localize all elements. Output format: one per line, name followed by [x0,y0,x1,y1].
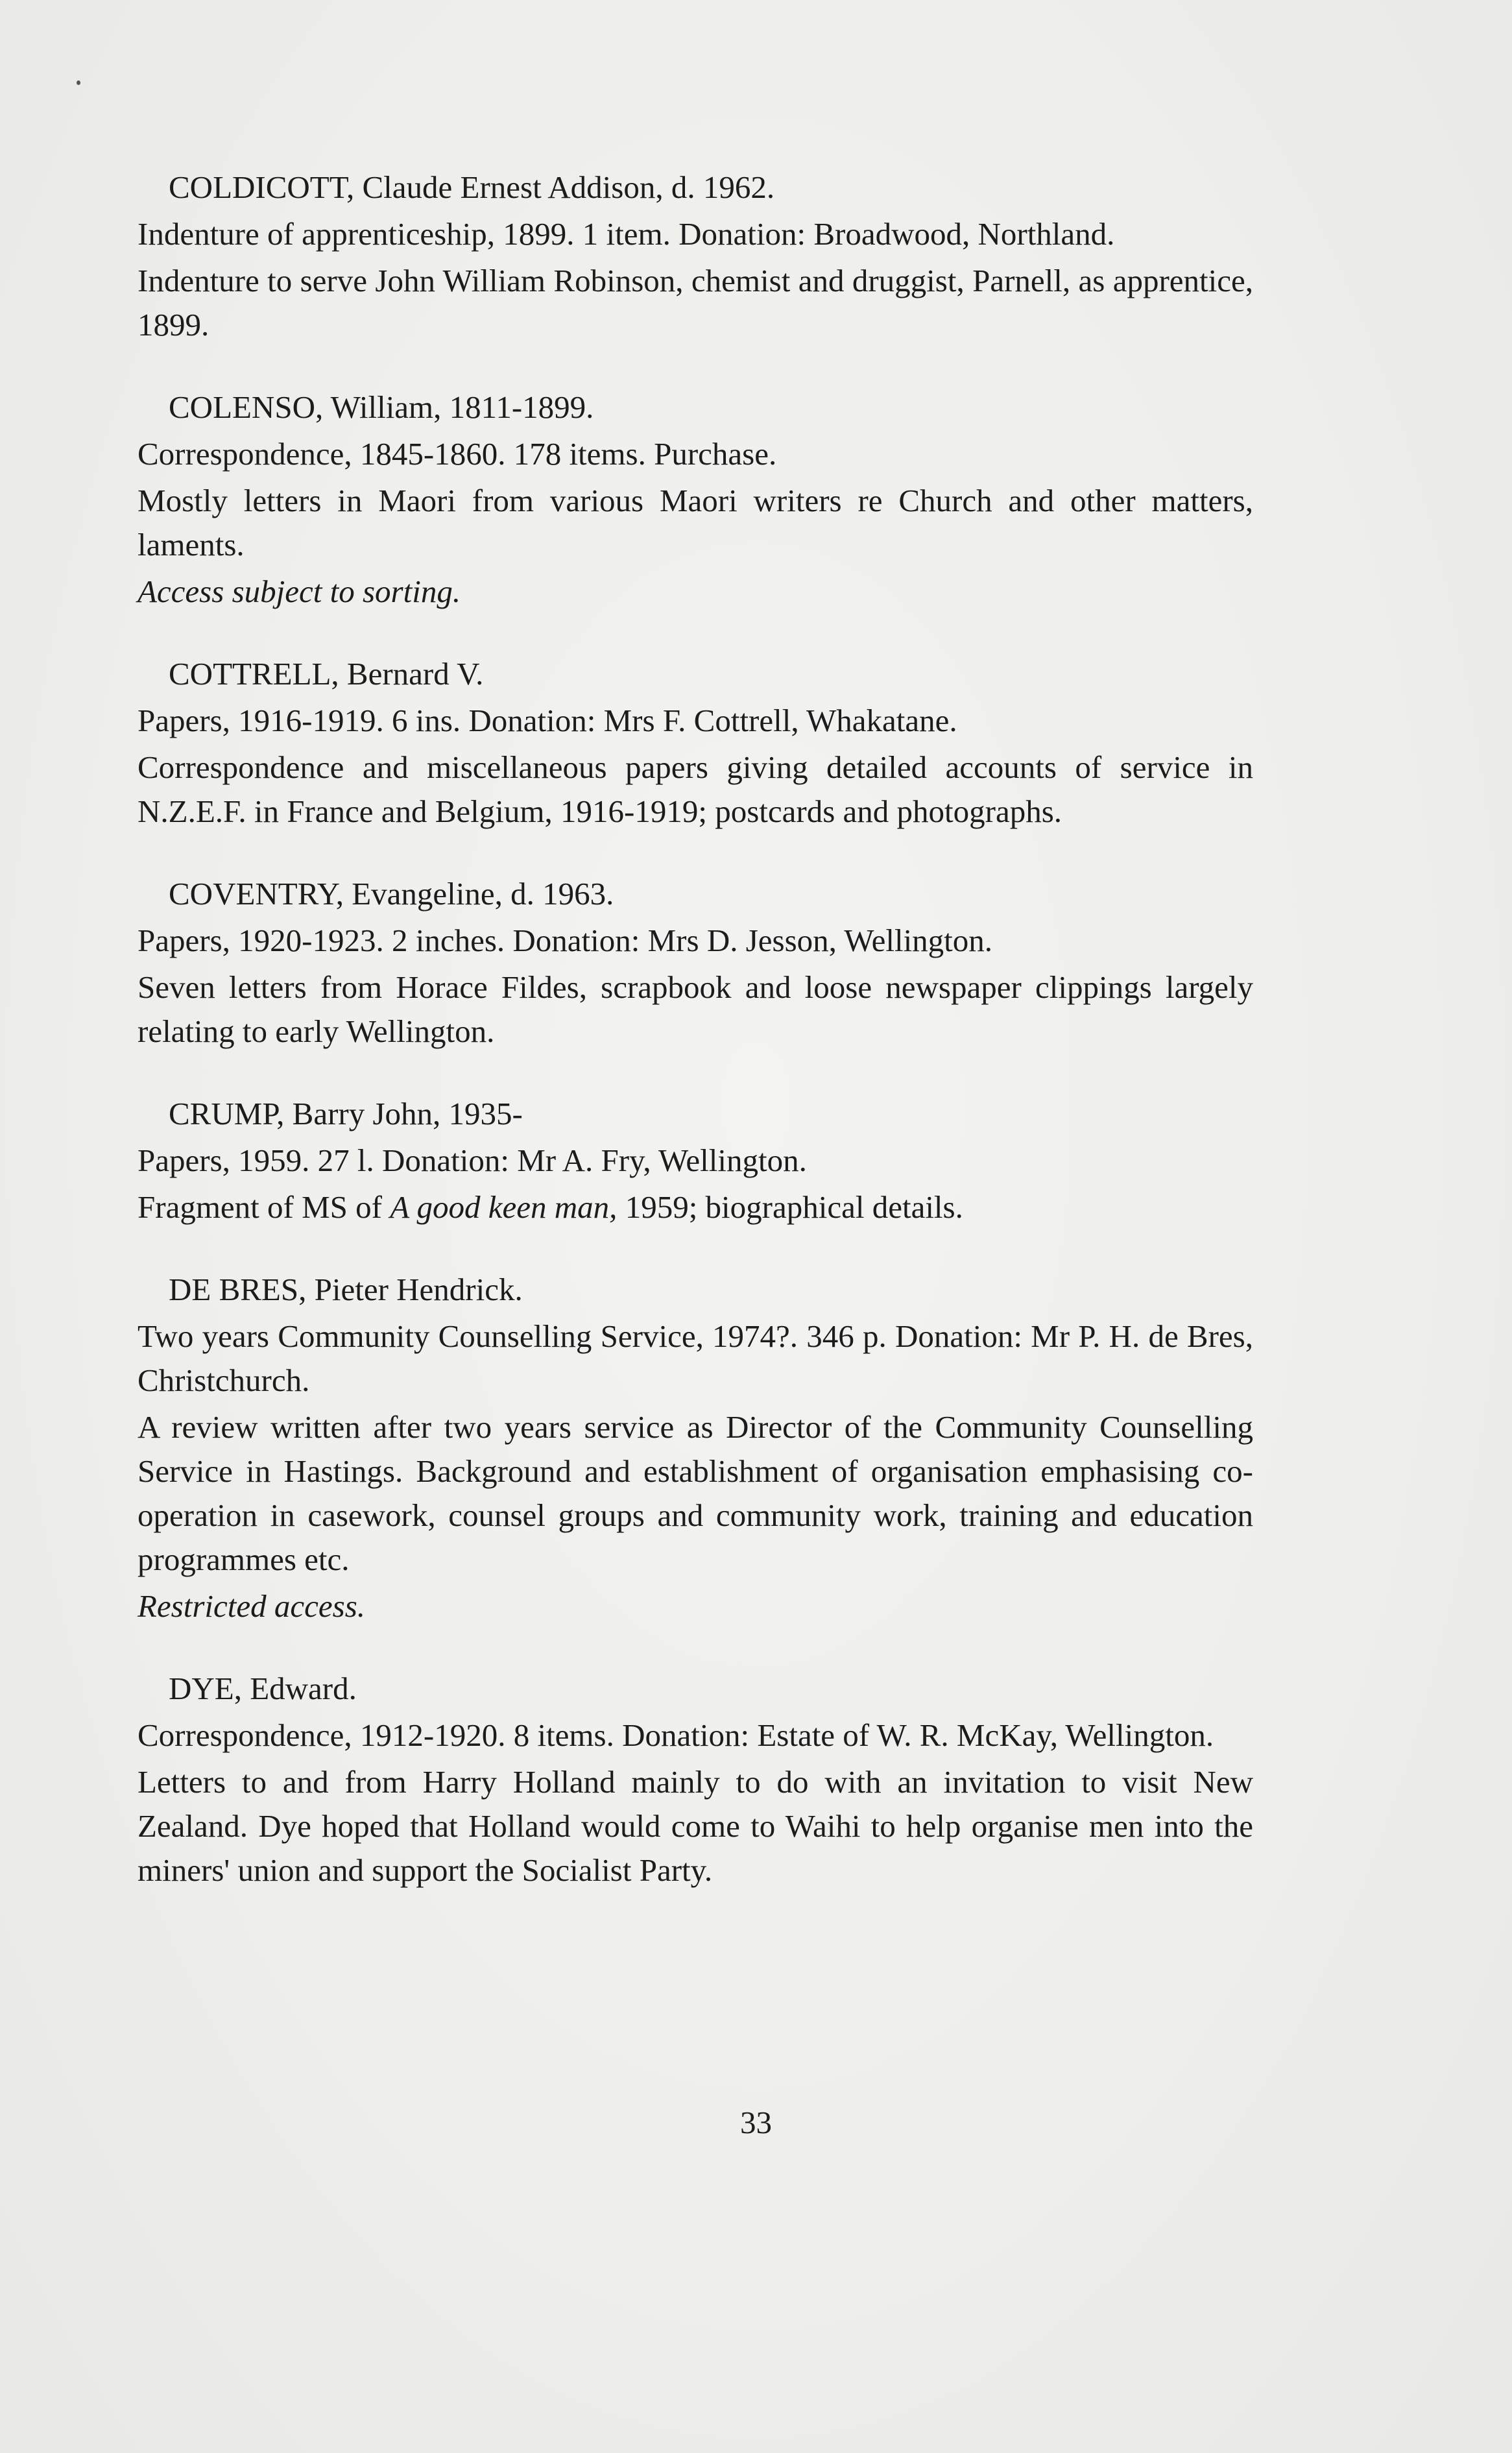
work-title: A good keen man, [390,1189,618,1225]
entry-heading: COLDICOTT, Claude Ernest Addison, d. 1962. [169,169,775,205]
entry-heading: COLENSO, William, 1811-1899. [169,389,594,425]
ink-speck [77,80,80,85]
entry-record: Two years Community Counselling Service, 1974?. 346 p. Donation: Mr P. H. de Bres, Christchurch. [138,1318,1253,1398]
entry-access-note: Restricted access. [138,1588,366,1624]
catalogue-entry [138,1268,1253,1628]
entry-access-note: Access subject to sorting. [138,574,461,609]
entry-record: Papers, 1916-1919. 6 ins. Donation: Mrs F. Cottrell, Whakatane. [138,703,957,738]
entry-record: Papers, 1959. 27 l. Donation: Mr A. Fry, Wellington. [138,1142,807,1178]
entry-description: Indenture to serve John William Robinson, chemist and druggist, Parnell, as apprentice, 1899. [138,263,1253,343]
entry-heading: COTTRELL, Bernard V. [169,656,484,692]
catalogue-entry [138,652,1253,834]
description-text: Fragment of MS of [138,1189,390,1225]
entry-description: Correspondence and miscellaneous papers giving detailed accounts of service in N.Z.E.F. in France and Belgium, 1916-1919; postcards and photographs. [138,749,1253,829]
catalogue-entry [138,1092,1253,1229]
entry-heading: COVENTRY, Evangeline, d. 1963. [169,876,614,912]
description-text: 1959; biographical details. [617,1189,963,1225]
catalogue-column [138,165,1253,1892]
catalogue-entry [138,165,1253,347]
entry-record: Correspondence, 1912-1920. 8 items. Donation: Estate of W. R. McKay, Wellington. [138,1717,1214,1753]
catalogue-entry [138,385,1253,614]
entry-heading: DE BRES, Pieter Hendrick. [169,1272,523,1307]
page-number: 33 [740,2105,772,2140]
entry-description [138,1185,1253,1229]
catalogue-entry [138,872,1253,1054]
entry-record: Papers, 1920-1923. 2 inches. Donation: Mrs D. Jesson, Wellington. [138,923,993,958]
entry-description: Seven letters from Horace Fildes, scrapbook and loose newspaper clippings largely relating to early Wellington. [138,969,1253,1049]
entry-heading: CRUMP, Barry John, 1935- [169,1096,523,1131]
catalogue-entry [138,1667,1253,1892]
entry-description: A review written after two years service as Director of the Community Counselling Service in Hastings. Background and establishment of organisation emphasising co-operation in casework, counsel groups and community work, training and education programmes etc. [138,1409,1253,1577]
entry-heading: DYE, Edward. [169,1671,357,1706]
entry-record: Indenture of apprenticeship, 1899. 1 item. Donation: Broadwood, Northland. [138,216,1115,252]
entry-description: Mostly letters in Maori from various Maori writers re Church and other matters, laments. [138,483,1253,562]
entry-description: Letters to and from Harry Holland mainly to do with an invitation to visit New Zealand. Dye hoped that Holland would come to Waihi to help organise men into the miners' union and support the Socialist Party. [138,1764,1253,1888]
entry-record: Correspondence, 1845-1860. 178 items. Purchase. [138,436,777,472]
